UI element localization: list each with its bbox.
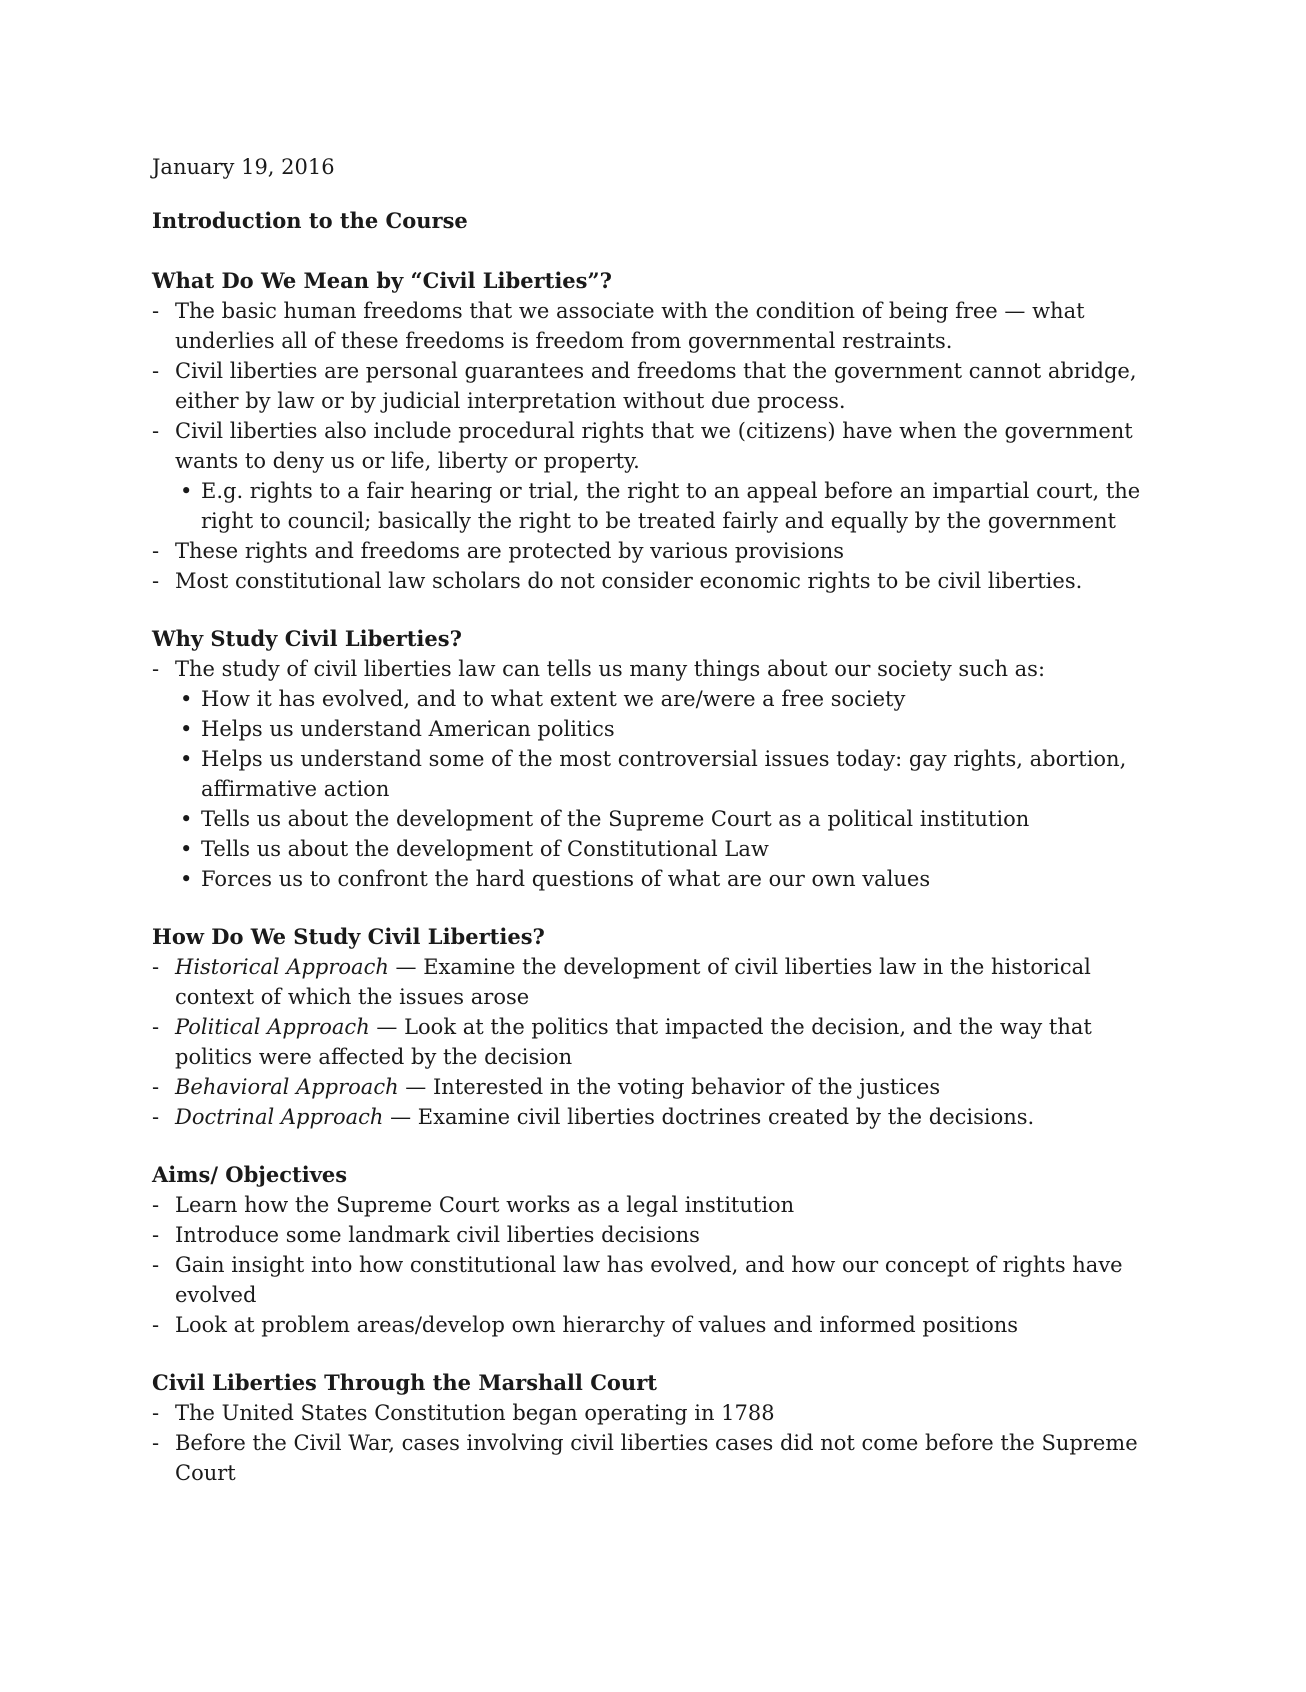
list-item: - The study of civil liberties law can tells us many things about our society such as: — [152, 654, 1152, 684]
section-civil-liberties-meaning — [152, 266, 1152, 596]
list-item — [152, 1072, 1152, 1102]
approach-name: Doctrinal Approach — [175, 1105, 384, 1129]
bullet-list — [152, 296, 1152, 596]
list-item: - Introduce some landmark civil liberties decisions — [152, 1220, 1152, 1250]
approach-text: — Interested in the voting behavior of the justices — [398, 1075, 941, 1099]
list-item: - Before the Civil War, cases involving civil liberties cases did not come before the Supreme Court — [152, 1428, 1152, 1488]
approach-name: Political Approach — [175, 1015, 370, 1039]
approach-text: — Examine civil liberties doctrines created by the decisions. — [383, 1105, 1035, 1129]
sub-bullet-list — [152, 684, 1152, 894]
list-item — [152, 952, 1152, 1012]
bullet-list — [152, 1190, 1152, 1340]
list-item: - The basic human freedoms that we associate with the condition of being free — what underlies all of these freedoms is freedom from governmental restraints. — [152, 296, 1152, 356]
sub-list-item: • Tells us about the development of Constitutional Law — [152, 834, 1152, 864]
bullet-list — [152, 1398, 1152, 1488]
approach-text: — Look at the politics that impacted the decision, and the way that politics were affected by the decision — [175, 1015, 1092, 1069]
sub-list-item: • E.g. rights to a fair hearing or trial, the right to an appeal before an impartial court, the right to council; basically the right to be treated fairly and equally by the government — [152, 476, 1152, 536]
section-heading: What Do We Mean by “Civil Liberties”? — [152, 268, 612, 293]
sub-list-item: • Helps us understand some of the most controversial issues today: gay rights, abortion, affirmative action — [152, 744, 1152, 804]
section-heading: Civil Liberties Through the Marshall Court — [152, 1370, 657, 1395]
list-item: - Learn how the Supreme Court works as a legal institution — [152, 1190, 1152, 1220]
sub-bullet-list — [175, 476, 1152, 536]
bullet-list — [152, 654, 1152, 684]
list-item — [152, 1102, 1152, 1132]
approach-text: — Examine the development of civil liberties law in the historical context of which the issues arose — [175, 955, 1091, 1009]
section-how-study — [152, 922, 1152, 1132]
approach-name: Historical Approach — [175, 955, 389, 979]
document-date: January 19, 2016 — [152, 155, 335, 179]
sub-list-item: • Tells us about the development of the Supreme Court as a political institution — [152, 804, 1152, 834]
list-item: - Look at problem areas/develop own hierarchy of values and informed positions — [152, 1310, 1152, 1340]
list-item — [152, 1012, 1152, 1072]
section-heading: Why Study Civil Liberties? — [152, 626, 462, 651]
sub-list-item: • How it has evolved, and to what extent we are/were a free society — [152, 684, 1152, 714]
section-aims-objectives — [152, 1160, 1152, 1340]
document-title: Introduction to the Course — [152, 208, 468, 233]
section-heading: How Do We Study Civil Liberties? — [152, 924, 545, 949]
list-item: - These rights and freedoms are protected by various provisions — [152, 536, 1152, 566]
list-item: - Civil liberties are personal guarantees and freedoms that the government cannot abridge, either by law or by judicial interpretation without due process. — [152, 356, 1152, 416]
sub-list-item: • Helps us understand American politics — [152, 714, 1152, 744]
sub-list-item: • Forces us to confront the hard questions of what are our own values — [152, 864, 1152, 894]
section-marshall-court — [152, 1368, 1152, 1488]
list-item — [152, 416, 1152, 536]
list-item-text: Civil liberties also include procedural rights that we (citizens) have when the government wants to deny us or life, liberty or property. — [175, 419, 1133, 473]
bullet-list — [152, 952, 1152, 1132]
list-item: - Most constitutional law scholars do not consider economic rights to be civil liberties. — [152, 566, 1152, 596]
list-item: - The United States Constitution began operating in 1788 — [152, 1398, 1152, 1428]
approach-name: Behavioral Approach — [175, 1075, 399, 1099]
section-heading: Aims/ Objectives — [152, 1162, 348, 1187]
section-why-study — [152, 624, 1152, 894]
list-item: - Gain insight into how constitutional law has evolved, and how our concept of rights have evolved — [152, 1250, 1152, 1310]
document-page — [152, 152, 1152, 1516]
